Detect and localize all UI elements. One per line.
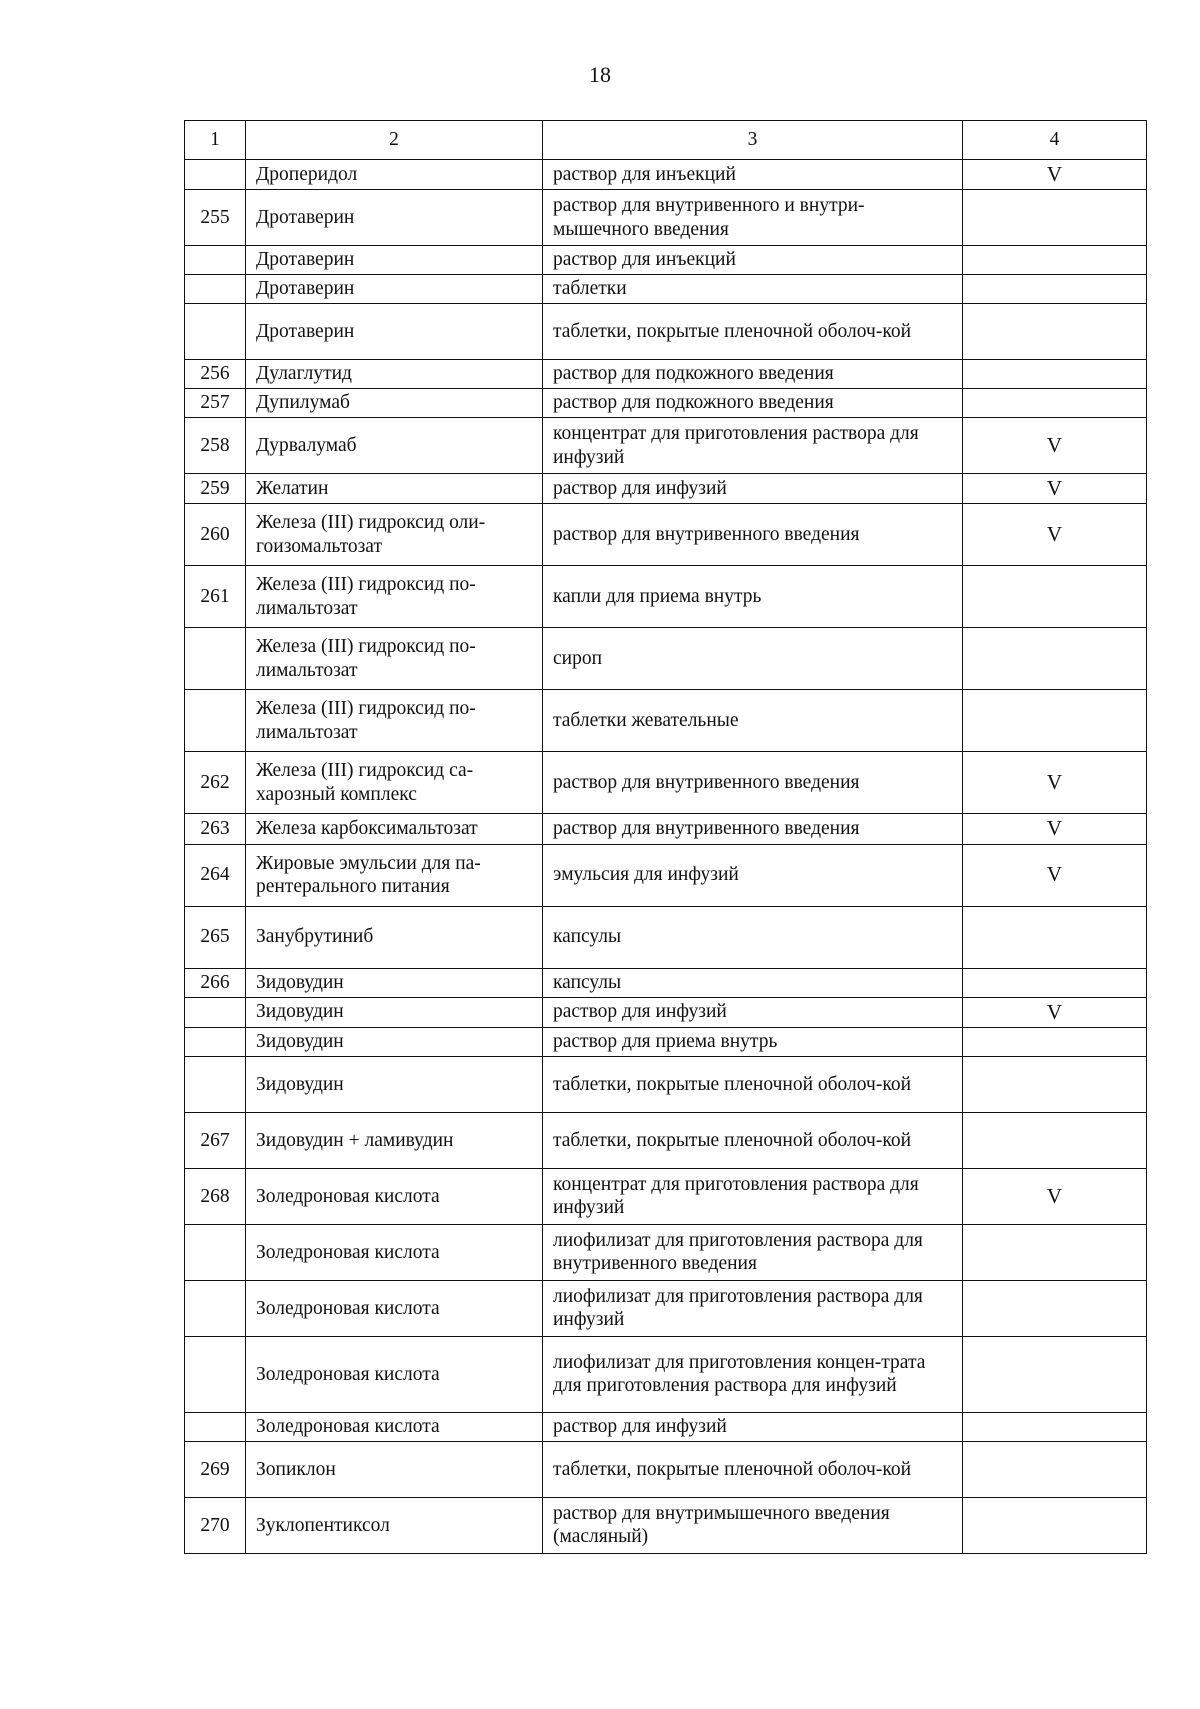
- row-number: 266: [185, 968, 246, 997]
- drug-name: Дупилумаб: [246, 389, 543, 418]
- vital-mark: V: [963, 997, 1147, 1027]
- dosage-form: таблетки жевательные: [543, 690, 963, 752]
- table-row: [185, 906, 1147, 968]
- vital-mark: [963, 275, 1147, 304]
- drug-name: Зидовудин: [246, 997, 543, 1027]
- drug-name: Зуклопентиксол: [246, 1497, 543, 1553]
- drug-name: Железа (III) гидроксид по-лимальтозат: [246, 690, 543, 752]
- dosage-form: раствор для внутривенного введения: [543, 504, 963, 566]
- table-row: [185, 1280, 1147, 1336]
- drug-name: Золедроновая кислота: [246, 1168, 543, 1224]
- dosage-form: раствор для подкожного введения: [543, 360, 963, 389]
- table-row: [185, 1027, 1147, 1056]
- vital-mark: V: [963, 1168, 1147, 1224]
- table-row: [185, 275, 1147, 304]
- row-number: [185, 690, 246, 752]
- drug-name: Железа (III) гидроксид оли-гоизомальтозат: [246, 504, 543, 566]
- table-row: [185, 504, 1147, 566]
- dosage-form: лиофилизат для приготовления раствора для внутривенного введения: [543, 1224, 963, 1280]
- table-row: [185, 360, 1147, 389]
- row-number: 256: [185, 360, 246, 389]
- vital-mark: [963, 628, 1147, 690]
- drug-name: Дулаглутид: [246, 360, 543, 389]
- table-row: [185, 628, 1147, 690]
- vital-mark: V: [963, 418, 1147, 474]
- table-row: [185, 844, 1147, 906]
- table-row: [185, 997, 1147, 1027]
- dosage-form: эмульсия для инфузий: [543, 844, 963, 906]
- drug-name: Дурвалумаб: [246, 418, 543, 474]
- row-number: [185, 997, 246, 1027]
- table-row: [185, 389, 1147, 418]
- vital-mark: [963, 1027, 1147, 1056]
- table-row: [185, 690, 1147, 752]
- dosage-form: раствор для инъекций: [543, 160, 963, 190]
- dosage-form: раствор для внутривенного и внутри-мышечного введения: [543, 190, 963, 246]
- row-number: 262: [185, 752, 246, 814]
- row-number: [185, 1280, 246, 1336]
- header-cell-2: 2: [246, 121, 543, 160]
- vital-mark: [963, 1441, 1147, 1497]
- drug-name: Желатин: [246, 474, 543, 504]
- table-header-row: [185, 121, 1147, 160]
- dosage-form: сироп: [543, 628, 963, 690]
- vital-mark: [963, 1056, 1147, 1112]
- dosage-form: раствор для инъекций: [543, 246, 963, 275]
- vital-mark: [963, 1112, 1147, 1168]
- header-cell-4: 4: [963, 121, 1147, 160]
- dosage-form: раствор для приема внутрь: [543, 1027, 963, 1056]
- drug-name: Зидовудин: [246, 1056, 543, 1112]
- table-row: [185, 418, 1147, 474]
- header-cell-3: 3: [543, 121, 963, 160]
- drug-name: Зопиклон: [246, 1441, 543, 1497]
- vital-mark: [963, 360, 1147, 389]
- drug-name: Золедроновая кислота: [246, 1412, 543, 1441]
- dosage-form: раствор для инфузий: [543, 997, 963, 1027]
- vital-mark: [963, 906, 1147, 968]
- row-number: 259: [185, 474, 246, 504]
- table-row: [185, 752, 1147, 814]
- drug-name: Дротаверин: [246, 246, 543, 275]
- drug-name: Железа (III) гидроксид са-харозный комплекс: [246, 752, 543, 814]
- table-row: [185, 968, 1147, 997]
- vital-mark: [963, 190, 1147, 246]
- row-number: 267: [185, 1112, 246, 1168]
- dosage-form: таблетки: [543, 275, 963, 304]
- dosage-form: раствор для внутривенного введения: [543, 752, 963, 814]
- table-row: [185, 1056, 1147, 1112]
- row-number: 263: [185, 814, 246, 844]
- vital-mark: V: [963, 160, 1147, 190]
- drug-name: Железа (III) гидроксид по-лимальтозат: [246, 566, 543, 628]
- vital-mark: V: [963, 814, 1147, 844]
- dosage-form: капли для приема внутрь: [543, 566, 963, 628]
- table-row: [185, 1112, 1147, 1168]
- row-number: 261: [185, 566, 246, 628]
- row-number: [185, 1056, 246, 1112]
- dosage-form: раствор для инфузий: [543, 474, 963, 504]
- table-row: [185, 1168, 1147, 1224]
- dosage-form: капсулы: [543, 906, 963, 968]
- vital-mark: [963, 246, 1147, 275]
- dosage-form: таблетки, покрытые пленочной оболоч-кой: [543, 1441, 963, 1497]
- dosage-form: лиофилизат для приготовления раствора для инфузий: [543, 1280, 963, 1336]
- drug-name: Дротаверин: [246, 275, 543, 304]
- row-number: 270: [185, 1497, 246, 1553]
- row-number: 260: [185, 504, 246, 566]
- dosage-form: раствор для инфузий: [543, 1412, 963, 1441]
- row-number: [185, 1336, 246, 1412]
- drug-name: Занубрутиниб: [246, 906, 543, 968]
- row-number: [185, 304, 246, 360]
- table-row: [185, 246, 1147, 275]
- dosage-form: концентрат для приготовления раствора для инфузий: [543, 1168, 963, 1224]
- vital-mark: [963, 1280, 1147, 1336]
- dosage-form: концентрат для приготовления раствора для инфузий: [543, 418, 963, 474]
- drug-name: Зидовудин: [246, 968, 543, 997]
- vital-mark: [963, 1336, 1147, 1412]
- table-row: [185, 1224, 1147, 1280]
- vital-mark: [963, 304, 1147, 360]
- table-row: [185, 1441, 1147, 1497]
- vital-mark: [963, 1224, 1147, 1280]
- drug-name: Дроперидол: [246, 160, 543, 190]
- row-number: [185, 1027, 246, 1056]
- drug-name: Золедроновая кислота: [246, 1336, 543, 1412]
- drug-name: Жировые эмульсии для па-рентерального питания: [246, 844, 543, 906]
- table-row: [185, 304, 1147, 360]
- drug-name: Железа (III) гидроксид по-лимальтозат: [246, 628, 543, 690]
- row-number: [185, 275, 246, 304]
- dosage-form: таблетки, покрытые пленочной оболоч-кой: [543, 304, 963, 360]
- row-number: [185, 160, 246, 190]
- table-row: [185, 474, 1147, 504]
- drug-name: Дротаверин: [246, 190, 543, 246]
- drug-table: [184, 120, 1147, 1554]
- table-row: [185, 1497, 1147, 1553]
- row-number: [185, 1224, 246, 1280]
- dosage-form: раствор для внутримышечного введения (масляный): [543, 1497, 963, 1553]
- dosage-form: раствор для внутривенного введения: [543, 814, 963, 844]
- row-number: 264: [185, 844, 246, 906]
- drug-name: Золедроновая кислота: [246, 1280, 543, 1336]
- row-number: 255: [185, 190, 246, 246]
- dosage-form: таблетки, покрытые пленочной оболоч-кой: [543, 1112, 963, 1168]
- table-row: [185, 566, 1147, 628]
- drug-name: Железа карбоксимальтозат: [246, 814, 543, 844]
- row-number: [185, 246, 246, 275]
- vital-mark: [963, 566, 1147, 628]
- row-number: 269: [185, 1441, 246, 1497]
- row-number: [185, 628, 246, 690]
- vital-mark: [963, 968, 1147, 997]
- vital-mark: V: [963, 844, 1147, 906]
- page-number: 18: [589, 62, 611, 87]
- table-row: [185, 160, 1147, 190]
- row-number: 257: [185, 389, 246, 418]
- drug-name: Дротаверин: [246, 304, 543, 360]
- vital-mark: [963, 389, 1147, 418]
- vital-mark: V: [963, 474, 1147, 504]
- vital-mark: [963, 1497, 1147, 1553]
- row-number: 268: [185, 1168, 246, 1224]
- dosage-form: капсулы: [543, 968, 963, 997]
- header-cell-1: 1: [185, 121, 246, 160]
- vital-mark: [963, 690, 1147, 752]
- table-row: [185, 190, 1147, 246]
- drug-name: Зидовудин + ламивудин: [246, 1112, 543, 1168]
- drug-name: Зидовудин: [246, 1027, 543, 1056]
- row-number: 258: [185, 418, 246, 474]
- row-number: [185, 1412, 246, 1441]
- vital-mark: V: [963, 504, 1147, 566]
- table-row: [185, 1412, 1147, 1441]
- table-row: [185, 814, 1147, 844]
- drug-name: Золедроновая кислота: [246, 1224, 543, 1280]
- vital-mark: V: [963, 752, 1147, 814]
- dosage-form: таблетки, покрытые пленочной оболоч-кой: [543, 1056, 963, 1112]
- dosage-form: раствор для подкожного введения: [543, 389, 963, 418]
- table-row: [185, 1336, 1147, 1412]
- vital-mark: [963, 1412, 1147, 1441]
- dosage-form: лиофилизат для приготовления концен-трата для приготовления раствора для инфузий: [543, 1336, 963, 1412]
- row-number: 265: [185, 906, 246, 968]
